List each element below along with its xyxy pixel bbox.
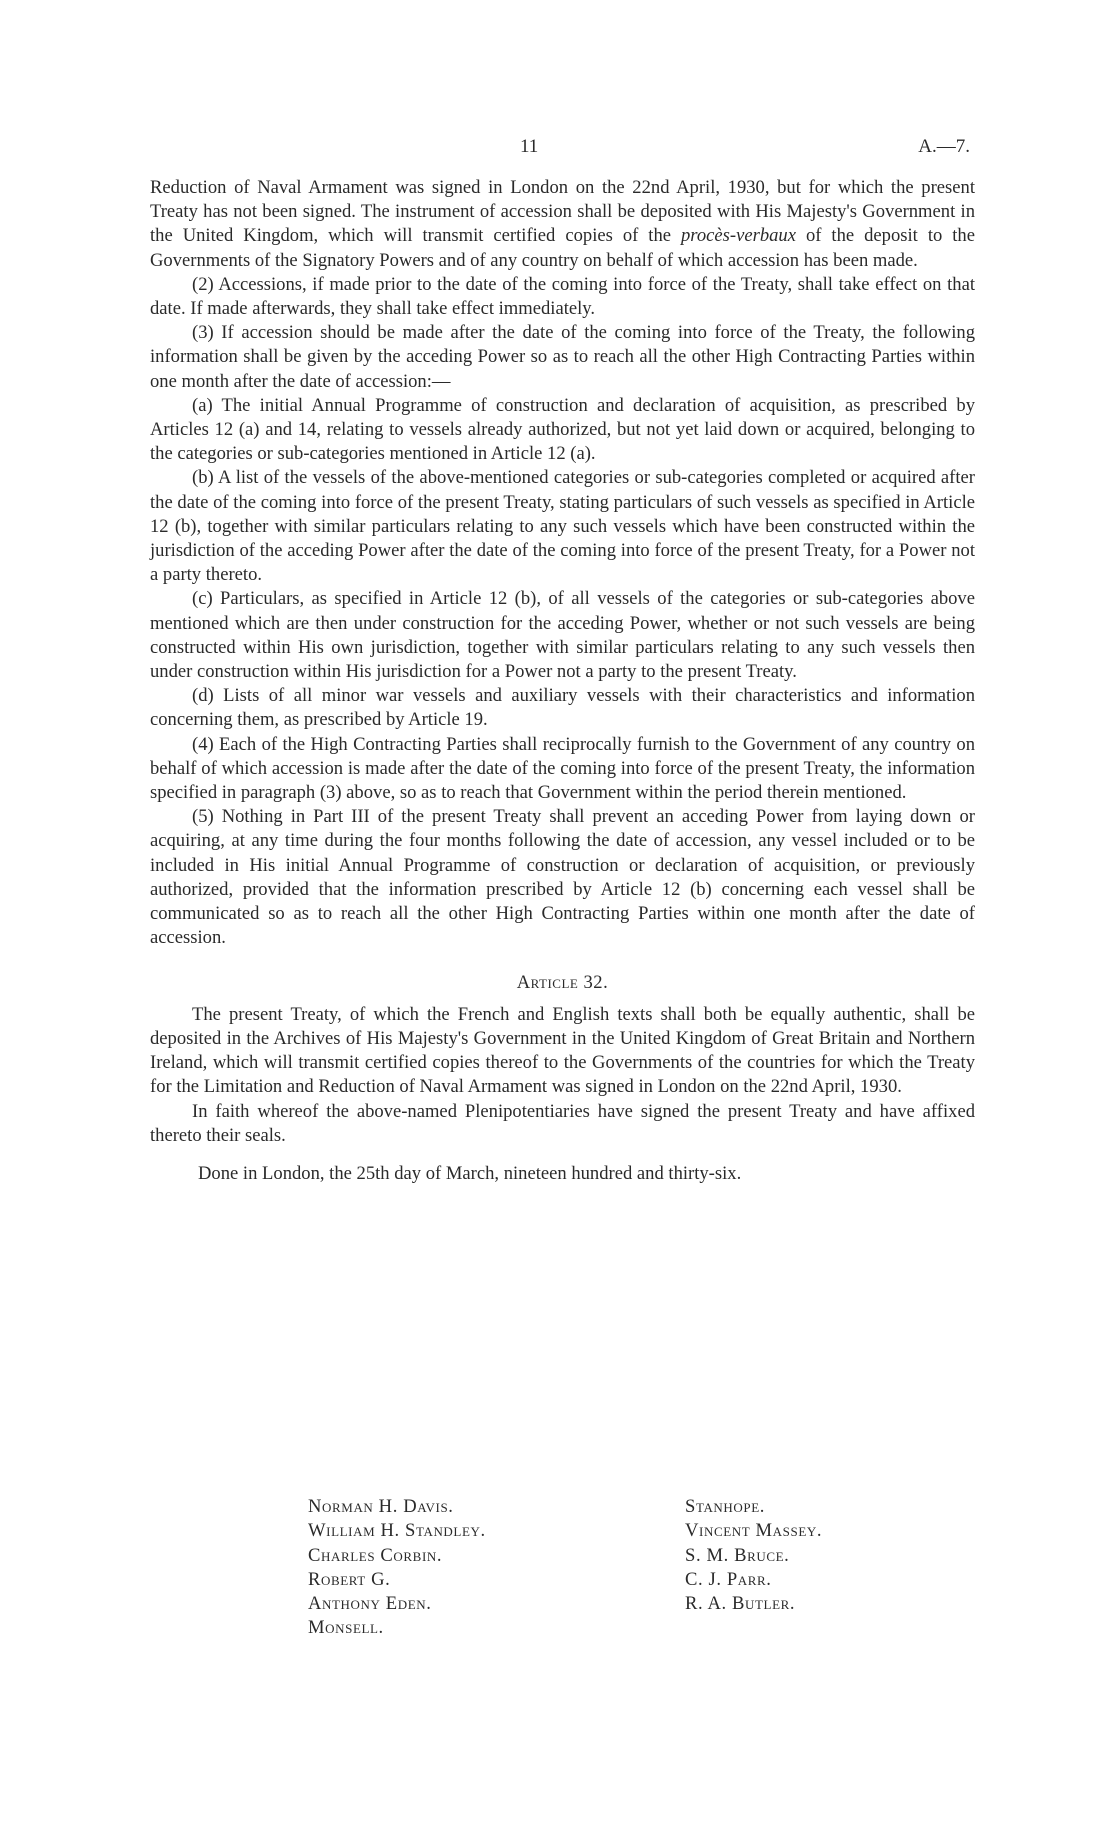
- page-number: 11: [520, 136, 539, 157]
- paragraph-3: (3) If accession should be made after the date of the coming into force of the Treaty, the following information shall be given by the acceding Power so as to reach all the other High Contracting Parties within one month after the date of accession:—: [150, 322, 975, 392]
- paragraph-5: (5) Nothing in Part III of the present Treaty shall prevent an acceding Power from laying down or acquiring, at any time during the four months following the date of accession, any vessel included or to be included in His initial Annual Programme of construction or declaration of acquisition, or previously authorized, provided that the information prescribed by Article 12 (b) concerning each vessel shall be communicated so as to reach all the other High Contracting Parties within one month after the date of accession.: [150, 806, 975, 949]
- signatory: Robert G.: [308, 1568, 391, 1590]
- signatory: Stanhope.: [685, 1496, 766, 1517]
- signatory: Vincent Massey.: [685, 1520, 823, 1542]
- subparagraph-d: (d) Lists of all minor war vessels and auxiliary vessels with their characteristics and information concerning them, as prescribed by Article 19.: [150, 685, 975, 731]
- subparagraph-a: (a) The initial Annual Programme of construction and declaration of acquisition, as prescribed by Articles 12 (a) and 14, relating to vessels already authorized, but not yet laid down or acquired, belonging to the categories or sub-categories mentioned in Article 12 (a).: [150, 394, 975, 465]
- signatories-right: [685, 1495, 822, 1616]
- signatory: R. A. Butler.: [685, 1593, 796, 1615]
- italic-term: procès-verbaux: [681, 225, 796, 247]
- signatory: Anthony Eden.: [308, 1593, 432, 1615]
- signatory: C. J. Parr.: [685, 1568, 772, 1590]
- paragraph-4: (4) Each of the High Contracting Parties shall reciprocally furnish to the Government of any country on behalf of which accession is made after the date of the coming into force of the present Treaty, the information specified in paragraph (3) above, so as to reach that Government within the period therein mentioned.: [150, 733, 975, 804]
- page-header: [150, 136, 970, 160]
- paragraph-article-32: The present Treaty, of which the French and English texts shall both be equally authentic, shall be deposited in the Archives of His Majesty's Government in the United Kingdom of Great Britain and Northern Ireland, which will transmit certified copies thereof to the Governments of the countries for which the Treaty for the Limitation and Reduction of Naval Armament was signed in London on the 22nd April, 1930.: [150, 1003, 975, 1098]
- signatories-left: [308, 1495, 486, 1641]
- paragraph-2: (2) Accessions, if made prior to the date of the coming into force of the Treaty, shall take effect on that date. If made afterwards, they shall take effect immediately.: [150, 273, 975, 320]
- article-heading: Article 32.: [516, 971, 609, 993]
- signatory: Norman H. Davis.: [308, 1496, 454, 1517]
- subparagraph-c: (c) Particulars, as specified in Article 12 (b), of all vessels of the categories or sub-categories above mentioned which are then under construction for the acceding Power, whether or not such vessels are being constructed within His own jurisdiction, together with similar particulars relating to any such vessels then under construction within His jurisdiction for a Power not a party to the present Treaty.: [150, 588, 975, 683]
- signatory: William H. Standley.: [308, 1520, 486, 1542]
- paragraph-in-faith: In faith whereof the above-named Plenipotentiaries have signed the present Treaty and have affixed thereto their seals.: [150, 1100, 975, 1146]
- signatory: Charles Corbin.: [308, 1544, 443, 1566]
- signatory: S. M. Bruce.: [685, 1544, 790, 1566]
- done-in-london: Done in London, the 25th day of March, nineteen hundred and thirty-six.: [198, 1162, 742, 1184]
- paragraph-continuation: Reduction of Naval Armament was signed in London on the 22nd April, 1930, but for which the present Treaty has not been signed. The instrument of accession shall be deposited with His Majesty's Government in the United Kingdom, which will transmit certified copies of the procès-verbaux of the deposit to the Governments of the Signatory Powers and of any country on behalf of which accession has been made.: [150, 177, 975, 271]
- document-reference: A.—7.: [918, 136, 970, 157]
- signatory: Monsell.: [308, 1617, 384, 1639]
- subparagraph-b: (b) A list of the vessels of the above-mentioned categories or sub-categories completed or acquired after the date of the coming into force of the present Treaty, stating particulars of such vessels as specified in Article 12 (b), together with similar particulars relating to any such vessels which have been constructed within the jurisdiction of the acceding Power after the date of the coming into force of the present Treaty, for a Power not a party thereto.: [150, 467, 975, 586]
- treaty-text: [150, 176, 975, 1186]
